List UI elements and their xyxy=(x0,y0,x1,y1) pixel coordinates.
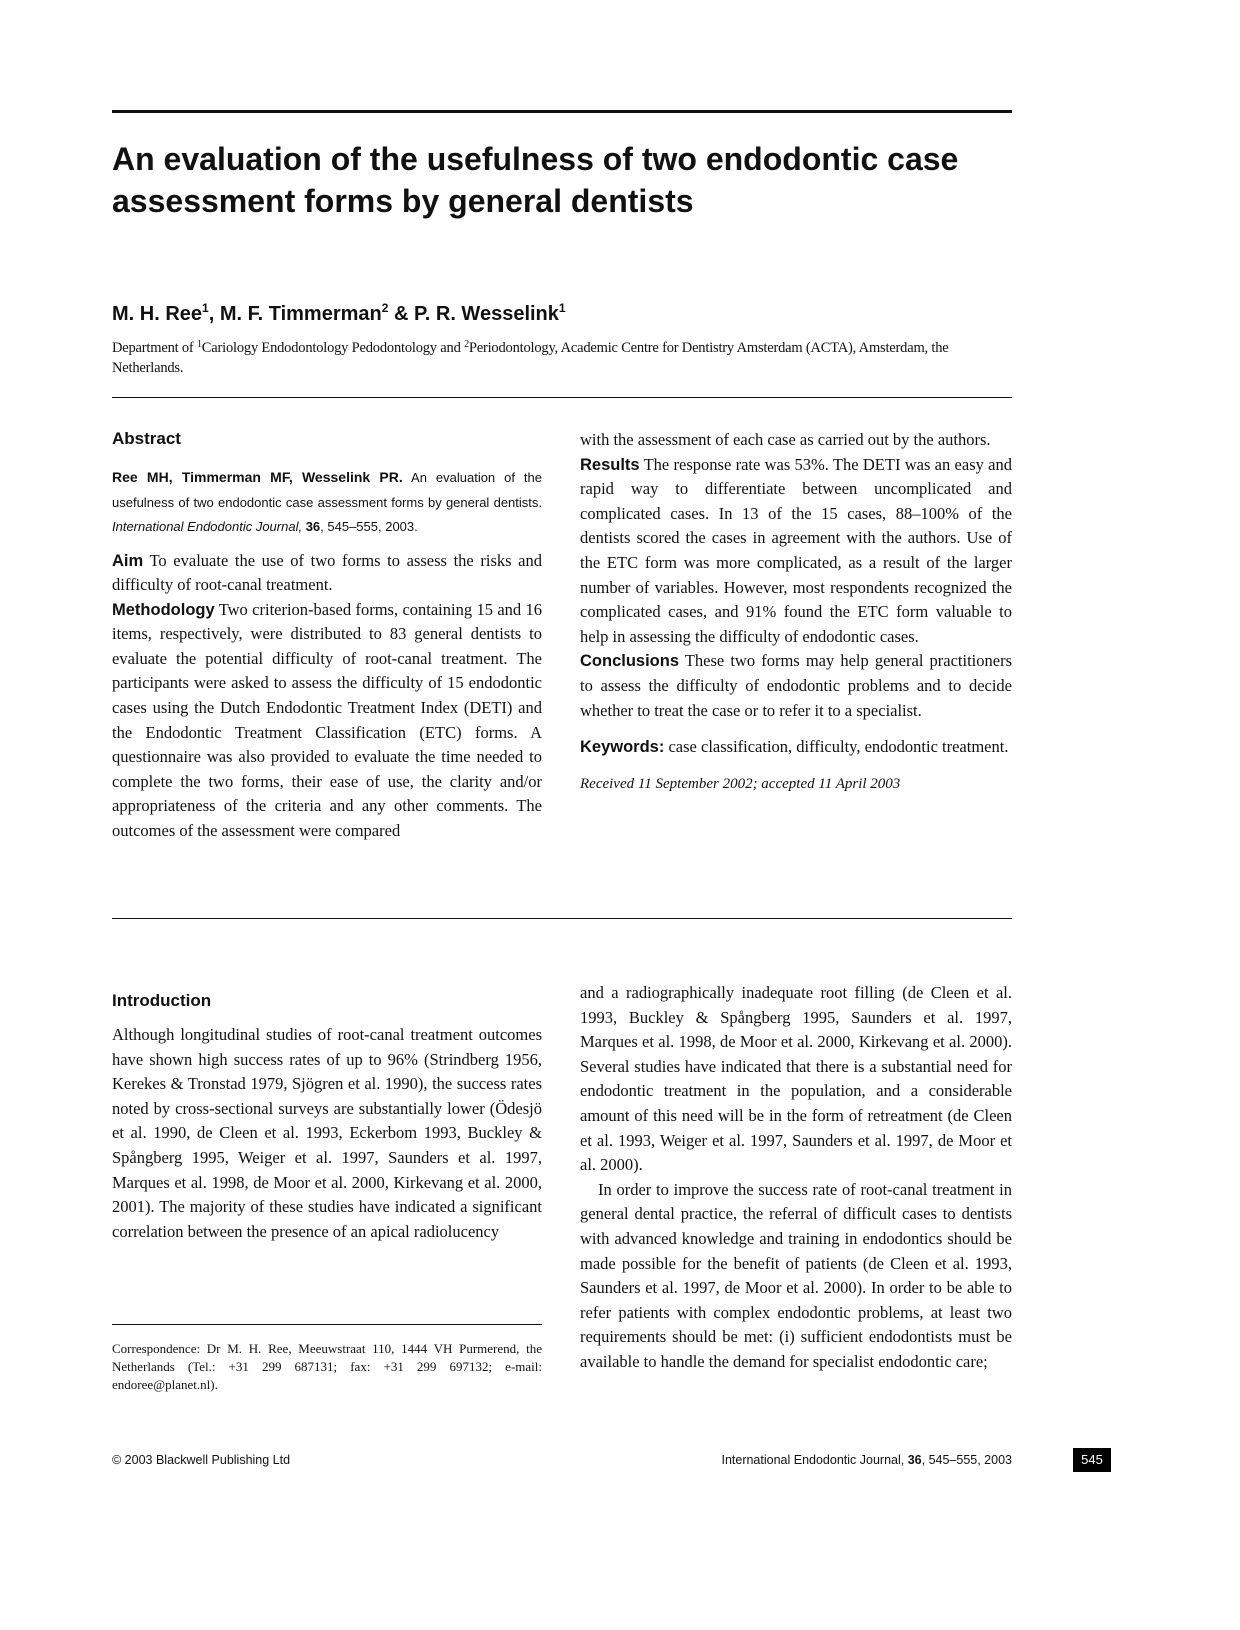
author-name: P. R. Wesselink xyxy=(414,303,559,325)
affiliation xyxy=(112,338,1012,378)
footer-pages: , 545–555, 2003 xyxy=(921,1453,1012,1467)
page-number: 545 xyxy=(1073,1448,1111,1472)
methodology-paragraph xyxy=(112,598,542,844)
author-affiliation-mark: 2 xyxy=(381,301,389,315)
keywords-label: Keywords: xyxy=(580,738,665,757)
introduction-paragraph: Although longitudinal studies of root-canal treatment outcomes have shown high success rates of up to 96% (Strindberg 1956, Kerekes & Tronstad 1979, Sjögren et al. 1990), the success rates noted by cross-sectional surveys are substantially lower (Ödesjö et al. 1990, de Cleen et al. 1993, Eckerbom 1993, Buckley & Spångberg 1995, Weiger et al. 1997, Saunders et al. 1997, Marques et al. 1998, de Moor et al. 2000, Kirkevang et al. 2000, 2001). The majority of these studies have indicated a significant correlation between the presence of an apical radiolucency xyxy=(112,1025,542,1241)
aim-label: Aim xyxy=(112,551,144,570)
footer-volume: 36 xyxy=(907,1453,922,1467)
methodology-label: Methodology xyxy=(112,600,215,619)
citation-text: An evaluation of the usefulness of two endodontic case assessment forms by general dentists. xyxy=(112,470,543,510)
conclusions-text: These two forms may help general practitioners to assess the difficulty of endodontic problems and to decide whether to treat the case or to refer it to a specialist. xyxy=(580,651,1012,720)
affiliation-text: Periodontology, Academic Centre for Dentistry Amsterdam (ACTA), Amsterdam, the Netherlands. xyxy=(112,340,949,376)
affiliation-text: Cariology Endodontology Pedodontology and xyxy=(201,340,465,356)
footer-journal-name: International Endodontic Journal, xyxy=(721,1453,908,1467)
author-name: M. H. Ree xyxy=(112,303,203,325)
introduction-paragraph: In order to improve the success rate of root-canal treatment in general dental practice, the referral of difficult cases to dentists with advanced knowledge and training in endodontics should be made possible for the benefit of patients (de Cleen et al. 1993, Saunders et al. 1997, de Moor et al. 2000). In order to be able to refer patients with complex endodontic problems, at least two requirements should be met: (i) sufficient endodontists must be available to handle the demand for specialist endodontic care; xyxy=(580,1179,1012,1371)
methodology-continued: with the assessment of each case as carried out by the authors. xyxy=(580,430,991,449)
footnote-rule xyxy=(112,1324,542,1325)
author-separator: & xyxy=(388,303,414,325)
section-divider xyxy=(112,918,1012,919)
introduction-left-column xyxy=(112,989,542,1244)
affiliation-text: Department of xyxy=(112,340,197,356)
affiliation-mark: 2 xyxy=(464,339,469,350)
abstract-right-column xyxy=(580,428,1012,796)
affiliation-mark: 1 xyxy=(196,339,202,350)
section-divider xyxy=(112,397,1012,398)
results-label: Results xyxy=(580,455,640,474)
conclusions-label: Conclusions xyxy=(580,652,680,671)
methodology-text: Two criterion-based forms, containing 15 and 16 items, respectively, were distributed to 83 general dentists to evaluate the potential difficulty of root-canal treatment. The participants were asked to assess the difficulty of 15 endodontic cases using the Dutch Endodontic Treatment Index (DETI) and the Endodontic Treatment Classification (ETC) forms. A questionnaire was also provided to evaluate the time needed to complete the two forms, their ease of use, the clarity and/or appropriateness of the criteria and any other comments. The outcomes of the assessment were compared xyxy=(112,599,542,841)
citation-journal: International Endodontic Journal, xyxy=(112,519,303,534)
citation xyxy=(112,465,542,540)
footer-journal xyxy=(721,1453,1012,1467)
aim-paragraph xyxy=(112,549,542,598)
received-dates: Received 11 September 2002; accepted 11 April 2003 xyxy=(580,775,901,792)
article-title: An evaluation of the usefulness of two endodontic case assessment forms by general dentists xyxy=(112,141,959,219)
citation-volume: 36 xyxy=(302,519,321,534)
introduction-paragraph-continued: and a radiographically inadequate root filling (de Cleen et al. 1993, Buckley & Spångberg 1995, Saunders et al. 1997, Marques et al. 1998, de Moor et al. 2000, Kirkevang et al. 2000). Several studies have indicated that there is a substantial need for endodontic treatment in the population, and a considerable amount of this need will be in the form of retreatment (de Cleen et al. 1993, Weiger et al. 1997, Saunders et al. 1997, de Moor et al. 2000). xyxy=(580,983,1012,1175)
conclusions-paragraph xyxy=(580,649,1012,723)
results-paragraph xyxy=(580,453,1012,650)
introduction-right-column xyxy=(580,981,1012,1375)
author-separator: , xyxy=(208,303,220,325)
author-name: M. F. Timmerman xyxy=(219,303,382,325)
abstract-heading: Abstract xyxy=(112,429,181,448)
author-line xyxy=(112,303,566,326)
keywords-text: case classification, difficulty, endodontic treatment. xyxy=(664,737,1009,757)
introduction-heading: Introduction xyxy=(112,991,212,1010)
author-affiliation-mark: 1 xyxy=(558,301,566,315)
top-rule xyxy=(112,110,1012,113)
results-text: The response rate was 53%. The DETI was an easy and rapid way to differentiate between uncomplicated and complicated cases. In 13 of the 15 cases, 88–100% of the dentists scored the cases in agreement with the authors. Use of the ETC form was more complicated, as a result of the larger number of variables. However, most respondents recognized the complicated cases, and 91% found the ETC form valuable to help in assessing the difficulty of endodontic cases. xyxy=(580,454,1012,646)
footer-copyright: © 2003 Blackwell Publishing Ltd xyxy=(112,1453,291,1467)
abstract-left-column xyxy=(112,427,542,844)
aim-text: To evaluate the use of two forms to assess the risks and difficulty of root-canal treatment. xyxy=(112,550,542,595)
keywords xyxy=(580,735,1012,760)
citation-authors: Ree MH, Timmerman MF, Wesselink PR. xyxy=(112,469,403,485)
author-affiliation-mark: 1 xyxy=(202,301,209,315)
citation-pages: , 545–555, 2003. xyxy=(320,519,418,534)
correspondence-footnote: Correspondence: Dr M. H. Ree, Meeuwstraat 110, 1444 VH Purmerend, the Netherlands (Tel.: +31 299 687131; fax: +31 299 697132; e-mail: endoree@planet.nl). xyxy=(112,1341,542,1392)
